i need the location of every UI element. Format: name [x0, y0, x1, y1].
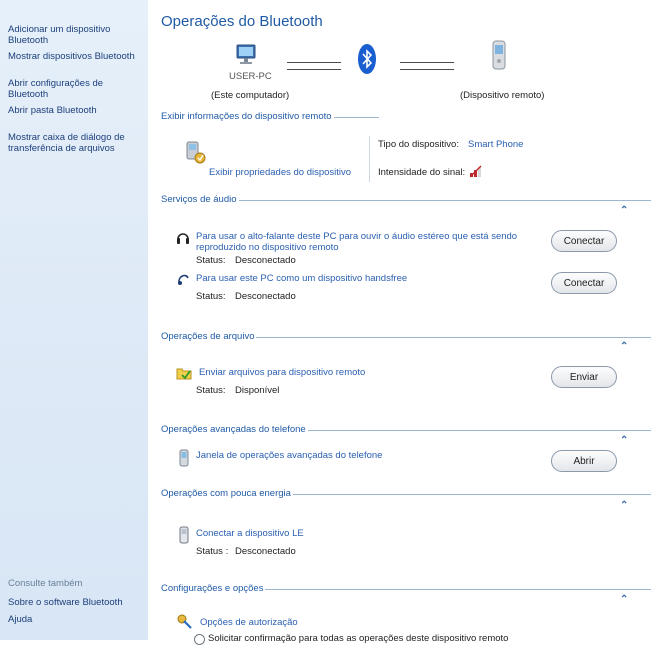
about-software-link[interactable]: Sobre o software Bluetooth [8, 597, 123, 608]
collapse-config-chevron-icon[interactable]: ⌃ [620, 594, 629, 605]
phone-icon [179, 449, 189, 467]
stereo-audio-link[interactable]: Para usar o alto-falante deste PC para ouvir o áudio estéreo que está sendo reproduzido no dispositivo remoto [196, 231, 518, 253]
le-section-header: Operações com pouca energia [161, 488, 651, 500]
audio-status-label: Status: [196, 255, 226, 266]
authorization-options-link[interactable]: Opções de autorização [200, 617, 298, 628]
connect-handsfree-button[interactable]: Conectar [551, 272, 617, 294]
collapse-le-chevron-icon[interactable]: ⌃ [620, 500, 629, 511]
handsfree-status-label: Status: [196, 291, 226, 302]
phone-section-header: Operações avançadas do telefone [161, 424, 651, 436]
file-transfer-dialog-link[interactable]: Mostrar caixa de diálogo de transferência de arquivos [8, 132, 125, 154]
open-folder-link[interactable]: Abrir pasta Bluetooth [8, 105, 97, 116]
send-button[interactable]: Enviar [551, 366, 617, 388]
computer-icon [234, 42, 260, 68]
remote-caption: (Dispositivo remoto) [460, 90, 545, 101]
device-properties-link[interactable]: Exibir propriedades do dispositivo [209, 167, 352, 178]
signal-strength-icon [469, 164, 483, 178]
connect-stereo-button[interactable]: Conectar [551, 230, 617, 252]
connection-line-right [400, 62, 454, 70]
show-devices-link[interactable]: Mostrar dispositivos Bluetooth [8, 51, 135, 62]
main-panel [148, 0, 663, 644]
audio-section-header: Serviços de áudio [161, 194, 651, 206]
connection-line-left [287, 62, 341, 70]
audio-status-value: Desconectado [235, 255, 296, 266]
file-status-value: Disponível [235, 385, 280, 396]
info-divider [369, 136, 370, 182]
pc-caption: (Este computador) [211, 90, 290, 101]
info-section-header: Exibir informações do dispositivo remoto [161, 111, 651, 123]
collapse-phone-chevron-icon[interactable]: ⌃ [620, 435, 629, 446]
confirm-all-radio-label: Solicitar confirmação para todas as operações deste dispositivo remoto [208, 633, 509, 644]
add-device-link[interactable]: Adicionar um dispositivo Bluetooth [8, 24, 111, 46]
le-status-value: Desconectado [235, 546, 296, 557]
help-link[interactable]: Ajuda [8, 614, 33, 625]
file-section-header: Operações de arquivo [161, 331, 651, 343]
collapse-file-chevron-icon[interactable]: ⌃ [620, 341, 629, 352]
config-section-header: Configurações e opções [161, 583, 651, 595]
authorization-icon [176, 613, 194, 629]
connect-le-link[interactable]: Conectar a dispositivo LE [196, 528, 304, 539]
task-pane [0, 0, 148, 640]
headset-icon [176, 272, 190, 286]
signal-strength-label: Intensidade do sinal: [378, 167, 466, 178]
smartphone-icon [492, 40, 506, 70]
le-device-icon [179, 526, 189, 544]
open-settings-link[interactable]: Abrir configurações de Bluetooth [8, 78, 104, 100]
open-button[interactable]: Abrir [551, 450, 617, 472]
send-files-link[interactable]: Enviar arquivos para dispositivo remoto [199, 367, 366, 378]
device-type-value: Smart Phone [468, 139, 524, 150]
collapse-audio-chevron-icon[interactable]: ⌃ [620, 205, 629, 216]
device-info-icon [182, 139, 208, 165]
page-title: Operações do Bluetooth [161, 13, 323, 30]
file-status-label: Status: [196, 385, 226, 396]
pc-name: USER-PC [229, 71, 272, 82]
see-also-heading: Consulte também [8, 578, 83, 589]
handsfree-link[interactable]: Para usar este PC como um dispositivo handsfree [196, 273, 408, 284]
device-type-label: Tipo do dispositivo: [378, 139, 459, 150]
advanced-phone-link[interactable]: Janela de operações avançadas do telefone [196, 450, 383, 461]
le-status-label: Status : [196, 546, 229, 557]
bluetooth-icon [358, 44, 376, 74]
handsfree-status-value: Desconectado [235, 291, 296, 302]
headphones-icon [176, 230, 190, 246]
send-files-icon [176, 365, 192, 381]
